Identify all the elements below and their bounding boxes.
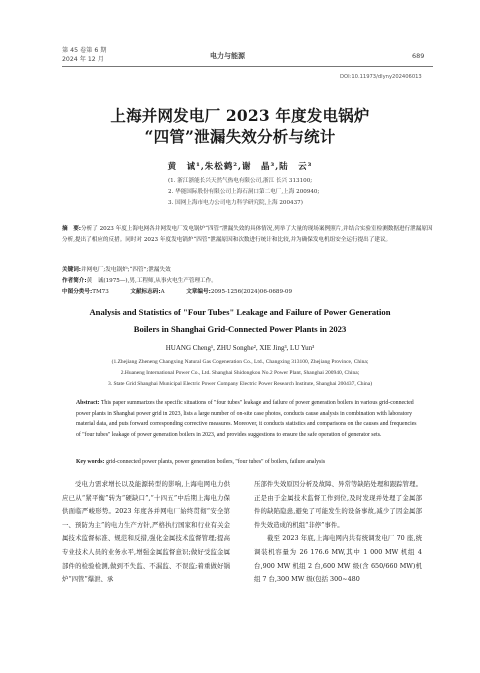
authors-en: HUANG Cheng¹, ZHU Songhe², XIE Jing³, LU Yun³: [165, 344, 315, 352]
title-en-line2: Boilers in Shanghai Grid-Connected Power Plants in 2023: [133, 324, 347, 334]
article-number-label: 文章编号:: [186, 289, 211, 295]
affiliation-cn-1: (1. 浙江浙能长兴天然气热电有限公司,浙江 长兴 313100;: [168, 178, 313, 184]
keywords-en-label: Key words:: [76, 459, 105, 465]
affiliation-en-3: 3. State Grid Shanghai Municipal Electric Power Company Electric Power Research Institute, Shanghai 200437, China): [107, 381, 373, 387]
author-bio-text: 黄 诚(1975—),男,工程师,从事火电生产管理工作。: [86, 278, 217, 284]
header-rule: [62, 66, 433, 67]
classification-line: [62, 287, 433, 295]
affiliation-cn-2: 2. 华能国际股份有限公司上海石洞口第二电厂,上海 200940;: [168, 189, 320, 195]
title-en-line1: Analysis and Statistics of "Four Tubes" Leakage and Failure of Power Generation: [89, 307, 391, 317]
title-cn-line1: 上海并网发电厂 2023 年度发电锅炉: [110, 106, 370, 125]
title-cn-line2: “四管”泄漏失效分析与统计: [144, 127, 336, 146]
issue-date: 2024 年 12 月: [62, 56, 104, 63]
keywords-en-text: grid-connected power plants, power generation boilers, "four tubes" of boilers, failure analysis: [105, 459, 326, 465]
authors-cn: 黄 诚¹,朱松鹤²,谢 晶³,陆 云³: [167, 162, 313, 172]
affiliation-en-2: 2.Huaneng International Power Co., Ltd. Shanghai Shidongkou No.2 Power Plant, Shanghai 200940, China;: [120, 370, 360, 376]
body-right-column: [254, 478, 422, 587]
affiliation-en-1: (1.Zhejiang Zheneng Changxing Natural Gas Cogeneration Co., Ltd., Changxing 313100, Zhejiang Province, China;: [111, 359, 369, 365]
author-bio: [62, 276, 433, 284]
doi: DOI:10.11973/dlyny202406013: [340, 74, 422, 80]
journal-name: 电力与能源: [210, 52, 245, 60]
body-paragraph-1-cont: 压部件失效原因分析及故障、异常等缺陷处理和跟踪管理。正是由于金属技术监督工作到位,及时发现并处理了金属部件的缺陷隐患,避免了可能发生的设备事故,减少了因金属部件失效造成的机组“非停”事件。: [254, 480, 422, 529]
keywords-cn-label: 关键词:: [62, 267, 82, 273]
body-paragraph-2: 截至 2023 年底,上海电网内共有统调发电厂 70 座,统调装机容量为 26 176.6 MW,其中 1 000 MW 机组 4 台,900 MW 机组 2 台,600 MW 级(含 650/660 MW)机组 7 台,300 MW 级(包括 300~480: [254, 534, 422, 584]
body-paragraph-1: 受电力需求增长以及能源转型的影响,上海电网电力供应已从“紧平衡”转为“硬缺口”,“十四五”中后期上海电力保供面临严峻形势。2023 年度各并网电厂始终贯彻“安全第一、预防为主”的电力生产方针,严格执行国家和行业有关金属技术监督标准、规范和反措,强化金属技术监督管理;提高专业技术人员的业务水平,增强金属监督意识;做好受监金属部件的检验检测,做到不失监、不漏监、不误监;着重做好锅炉“四管”爆泄、承: [62, 480, 230, 584]
abstract-en-text: This paper summarizes the specific situations of "four tubes" leakage and failure of power generation boilers in various grid-connected power plants in Shanghai power grid in 2023, lists a large number of on-site case photos, conducts cause analysis in combination with laboratory material data, and puts forward corresponding corrective measures. Moreover, it conducts statistics and comparisons on the causes and frequencies of "four tubes" leakage of power generation boilers in 2023, and provides suggestions to ensure the safe operation of generator sets.: [76, 400, 417, 438]
abstract-cn-label: 摘 要:: [62, 226, 82, 232]
keywords-cn: [62, 265, 433, 273]
abstract-cn: [62, 224, 433, 245]
doc-code-label: 文献标志码:: [130, 289, 161, 295]
volume-issue: 第 45 卷第 6 期: [62, 47, 107, 54]
abstract-cn-text: 分析了 2023 年度上海电网各并网发电厂发电锅炉“四管”泄漏失效的具体情况,列举了大量的现场案例照片,并结合实验室检测数据进行泄漏原因分析,提出了相应的反措。同时对 2023 年度发电锅炉“四管”泄漏原因和次数进行统计和比较,并为确保发电机组安全运行提出了建议。: [62, 226, 433, 243]
abstract-en: [76, 398, 420, 440]
keywords-en: [76, 459, 420, 465]
keywords-cn-text: 并网电厂;发电锅炉;“四管”;泄漏失效: [81, 267, 171, 273]
author-bio-label: 作者简介:: [62, 278, 87, 284]
clc-value: TM73: [92, 289, 109, 295]
abstract-en-label: Abstract:: [76, 400, 100, 406]
clc-label: 中图分类号:: [62, 289, 93, 295]
doc-code-value: A: [160, 289, 165, 295]
page-number: 689: [412, 52, 425, 60]
body-left-column: [62, 478, 230, 587]
affiliation-cn-3: 3. 国网上海市电力公司电力科学研究院,上海 200437): [168, 200, 303, 206]
article-number-value: 2095-1256(2024)06-0689-09: [210, 289, 293, 295]
